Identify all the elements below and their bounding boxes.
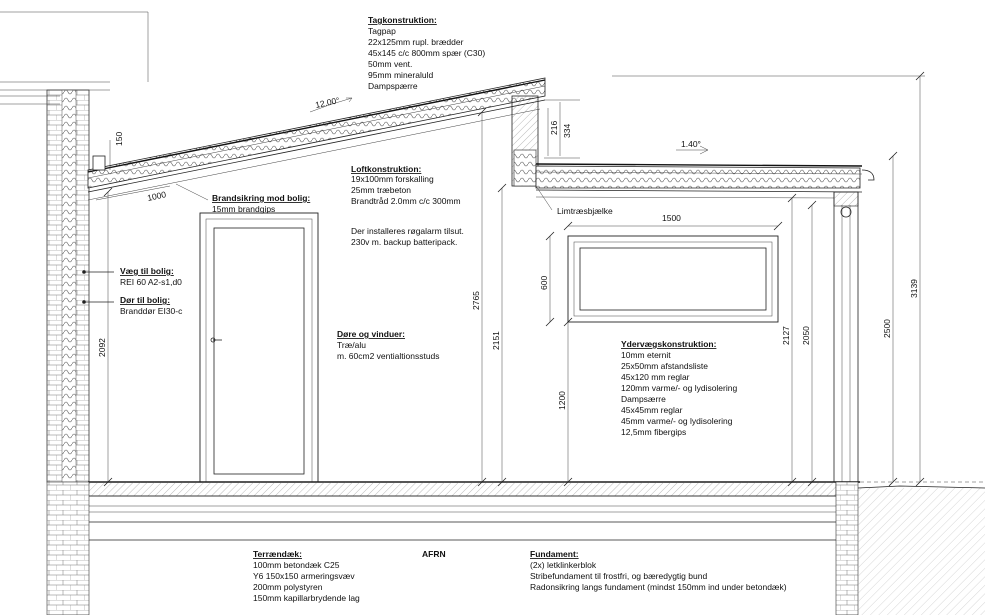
dim-right-2500: 2500 (882, 319, 892, 338)
roof-construction-note: Tagkonstruktion: Tagpap 22x125mm rupl. brædder 45x145 c/c 800mm spær (C30) 50mm vent. 95mm mineraluld Dampspærre (368, 15, 486, 91)
exterior-wall-title: Ydervægskonstruktion: (621, 339, 717, 349)
window (568, 236, 778, 322)
afrn-label: AFRN (422, 549, 446, 559)
door-to-house-note: Dør til bolig: Branddør EI30-c (120, 295, 183, 316)
dim-total-3139: 3139 (909, 279, 919, 298)
door-to-house-title: Dør til bolig: (120, 295, 171, 305)
ceiling-construction-title: Loftkonstruktion: (351, 164, 422, 174)
dim-overhang: 1000 (146, 189, 167, 203)
dim-334: 334 (562, 123, 572, 138)
floor-slab (47, 482, 985, 615)
house-wall (0, 12, 148, 482)
dim-window-height: 600 (539, 275, 549, 290)
door (200, 213, 318, 482)
doors-windows-title: Døre og vinduer: (337, 329, 406, 339)
fire-protection-title: Brandsikring mod bolig: (212, 193, 311, 203)
beam-label: Limtræsbjælke (557, 206, 613, 216)
dim-right-2127: 2127 (781, 326, 791, 345)
dim-sill-height: 1200 (557, 391, 567, 410)
slope-main-label: 12.00° (314, 95, 341, 110)
dim-wall-height: 2092 (97, 338, 107, 357)
wall-to-house-note: Væg til bolig: REI 60 A2-s1,d0 (120, 266, 182, 287)
ceiling-construction-note: Loftkonstruktion: 19x100mm forskalling 25mm træbeton Brandtråd 2.0mm c/c 300mm Der installeres røgalarm tilsut. 230v m. backup batteripack. (351, 164, 464, 247)
low-roof (536, 164, 874, 198)
dim-ridge-height: 2765 (471, 291, 481, 310)
foundation-note: Fundament: (2x) letklinkerblok Stribefundament til frostfri, og bæredygtig bund Radonsikring langs fundament (mindst 150mm ind under betondæk) (530, 549, 787, 592)
dim-gutter: 150 (114, 131, 124, 146)
exterior-wall-note: Ydervægskonstruktion: 10mm eternit 25x50mm afstandsliste 45x120 mm reglar 120mm varme/- og lydisolering Dampsærre 45x45mm reglar 45mm varme/- og lydisolering 12,5mm fibergips (621, 339, 738, 437)
floor-title: Terrændæk: (253, 549, 302, 559)
dim-right-2050: 2050 (801, 326, 811, 345)
dim-mid-height: 2151 (491, 331, 501, 350)
fire-protection-note: Brandsikring mod bolig: 15mm brandgips (212, 193, 311, 214)
foundation-title: Fundament: (530, 549, 579, 559)
right-wall (834, 192, 858, 482)
floor-note: Terrændæk: 100mm betondæk C25 Y6 150x150 armeringsvæv 200mm polystyren 150mm kapillarbrydende lag (253, 549, 360, 603)
ridge-wall (512, 96, 538, 186)
wall-to-house-title: Væg til bolig: (120, 266, 174, 276)
roof-construction-title: Tagkonstruktion: (368, 15, 437, 25)
dim-216: 216 (549, 120, 559, 135)
dim-window-width: 1500 (662, 213, 681, 223)
slope-low-label: 1.40° (681, 139, 701, 149)
main-roof (88, 78, 545, 200)
doors-windows-note: Døre og vinduer: Træ/alu m. 60cm2 ventialtionsstuds (337, 329, 440, 361)
